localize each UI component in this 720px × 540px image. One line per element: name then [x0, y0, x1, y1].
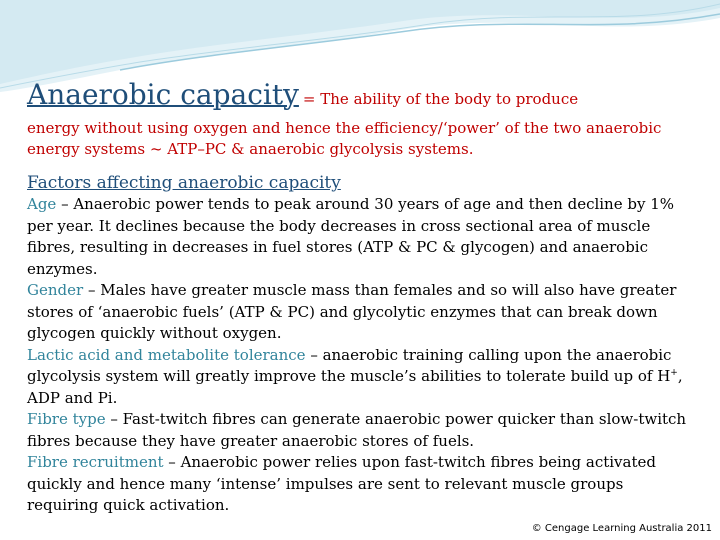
factor-term: Age	[27, 195, 57, 213]
factor-text: – Males have greater muscle mass than females and so will also have greater stores of ‘anaerobic fuels’ (ATP & PC) and glycolytic enzymes that can break down glycogen quickly without oxygen.	[27, 281, 677, 342]
slide-content	[27, 76, 699, 517]
factor-term: Fibre recruitment	[27, 453, 164, 471]
factors-list	[27, 194, 699, 517]
slide-title: Anaerobic capacity	[27, 78, 299, 111]
definition-continuation: energy without using oxygen and hence the efficiency/‘power’ of the two anaerobic energy systems ~ ATP–PC & anaerobic glycolysis systems.	[27, 119, 662, 158]
factor-fibre-type	[27, 409, 699, 452]
copyright-notice: © Cengage Learning Australia 2011	[531, 523, 712, 534]
factor-text: – Anaerobic power tends to peak around 30 years of age and then decline by 1% per year. It declines because the body decreases in cross sectional area of muscle fibres, resulting in decreases in fuel stores (ATP & PC & glycogen) and anaerobic enzymes.	[27, 195, 675, 278]
factors-heading: Factors affecting anaerobic capacity	[27, 173, 341, 193]
superscript-plus: +	[670, 368, 678, 378]
factor-fibre-recruitment	[27, 452, 699, 517]
factor-term: Fibre type	[27, 410, 106, 428]
factor-gender	[27, 280, 699, 345]
factor-text: – anaerobic training calling upon the anaerobic glycolysis system will greatly improve the muscle’s abilities to tolerate build up of H	[27, 345, 672, 385]
definition-start: = The ability of the body to produce	[302, 90, 579, 108]
factor-lactic-acid	[27, 345, 699, 410]
factor-term: Lactic acid and metabolite tolerance	[27, 345, 306, 364]
factor-age	[27, 194, 699, 280]
factor-text: – Fast-twitch fibres can generate anaerobic power quicker than slow-twitch fibres because they have greater anaerobic stores of fuels.	[27, 410, 687, 450]
factor-term: Gender	[27, 281, 84, 299]
title-line	[27, 76, 699, 118]
factor-text: – Anaerobic power relies upon fast-twitch fibres being activated quickly and hence many ‘intense’ impulses are sent to relevant muscle groups requiring quick activation.	[27, 453, 656, 514]
factor-text-after: , ADP and Pi.	[27, 367, 683, 407]
